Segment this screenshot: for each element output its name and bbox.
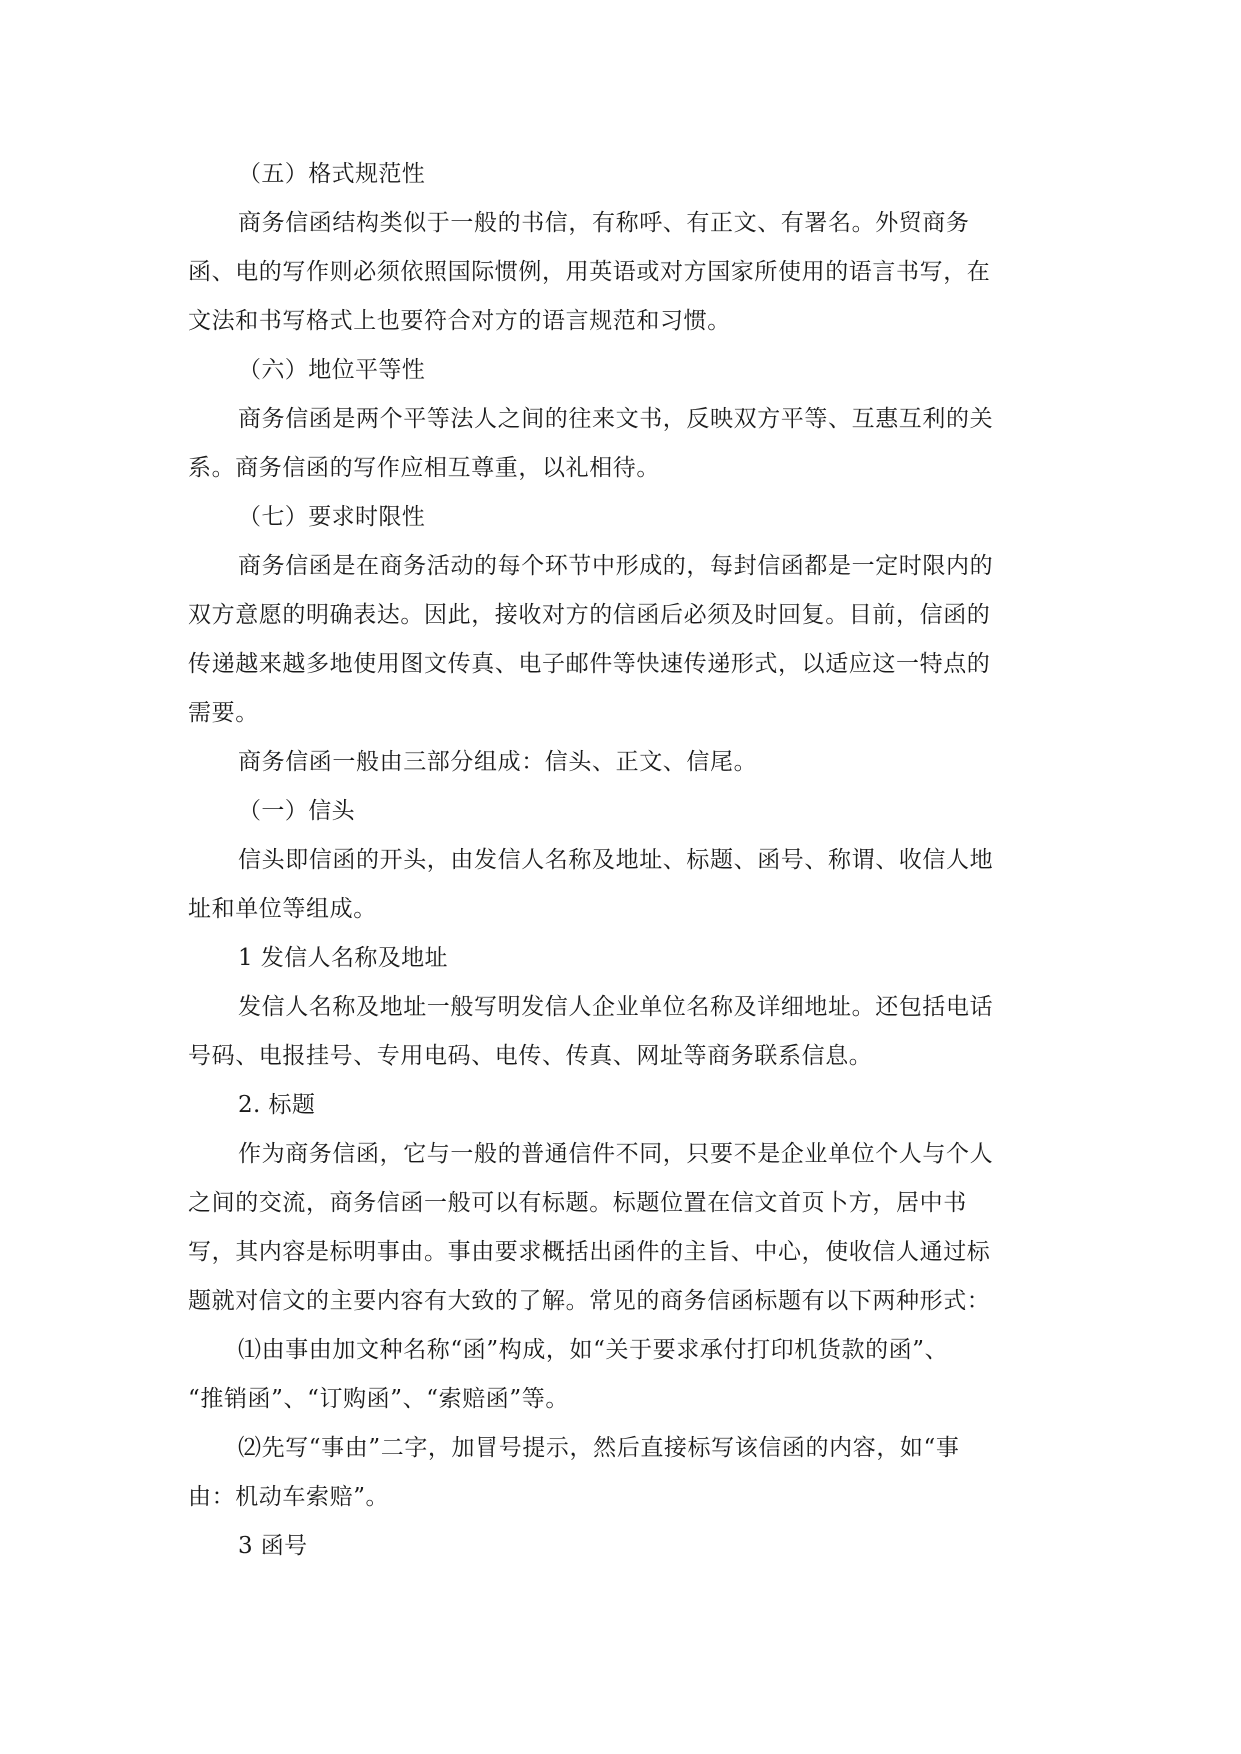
- list-item-continuation: 由：机动车索赔”。: [188, 1484, 390, 1510]
- paragraph-line: 址和单位等组成。: [188, 896, 377, 922]
- paragraph-line: 商务信函结构类似于一般的书信，有称呼、有正文、有署名。外贸商务: [238, 210, 970, 236]
- paragraph-line: 商务信函是两个平等法人之间的往来文书，反映双方平等、互惠互利的关: [238, 406, 994, 432]
- paragraph-line: 作为商务信函，它与一般的普通信件不同，只要不是企业单位个人与个人: [238, 1141, 994, 1167]
- subsection-heading-title: 2. 标题: [238, 1092, 316, 1118]
- paragraph-line: 题就对信文的主要内容有大致的了解。常见的商务信函标题有以下两种形式：: [188, 1288, 991, 1314]
- paragraph-line: 之间的交流，商务信函一般可以有标题。标题位置在信文首页卜方，居中书: [188, 1190, 967, 1216]
- subsection-heading-sender: 1 发信人名称及地址: [238, 945, 448, 971]
- paragraph-line: 系。商务信函的写作应相互尊重，以礼相待。: [188, 455, 660, 481]
- section-heading-letterhead: （一）信头: [238, 798, 355, 824]
- section-heading-timeliness: （七）要求时限性: [238, 504, 426, 530]
- paragraph-line: 号码、电报挂号、专用电码、电传、传真、网址等商务联系信息。: [188, 1043, 873, 1069]
- list-item: ⑵先写“事由”二字，加冒号提示，然后直接标写该信函的内容，如“事: [238, 1435, 960, 1461]
- list-item-continuation: “推销函”、“订购函”、“索赔函”等。: [188, 1386, 569, 1412]
- paragraph-line: 需要。: [188, 700, 259, 726]
- paragraph-line: 发信人名称及地址一般写明发信人企业单位名称及详细地址。还包括电话: [238, 994, 994, 1020]
- list-item: ⑴由事由加文种名称“函”构成，如“关于要求承付打印机货款的函”、: [238, 1337, 949, 1363]
- paragraph-line: 商务信函是在商务活动的每个环节中形成的，每封信函都是一定时限内的: [238, 553, 994, 579]
- paragraph-line: 传递越来越多地使用图文传真、电子邮件等快速传递形式，以适应这一特点的: [188, 651, 991, 677]
- paragraph-line: 文法和书写格式上也要符合对方的语言规范和习惯。: [188, 308, 731, 334]
- section-heading-format: （五）格式规范性: [238, 161, 426, 187]
- section-heading-equality: （六）地位平等性: [238, 357, 426, 383]
- paragraph-line: 商务信函一般由三部分组成：信头、正文、信尾。: [238, 749, 758, 775]
- paragraph-line: 信头即信函的开头，由发信人名称及地址、标题、函号、称谓、收信人地: [238, 847, 994, 873]
- paragraph-line: 函、电的写作则必须依照国际惯例，用英语或对方国家所使用的语言书写，在: [188, 259, 991, 285]
- paragraph-line: 写，其内容是标明事由。事由要求概括出函件的主旨、中心，使收信人通过标: [188, 1239, 991, 1265]
- subsection-heading-letter-number: 3 函号: [238, 1533, 308, 1559]
- paragraph-line: 双方意愿的明确表达。因此，接收对方的信函后必须及时回复。目前，信函的: [188, 602, 991, 628]
